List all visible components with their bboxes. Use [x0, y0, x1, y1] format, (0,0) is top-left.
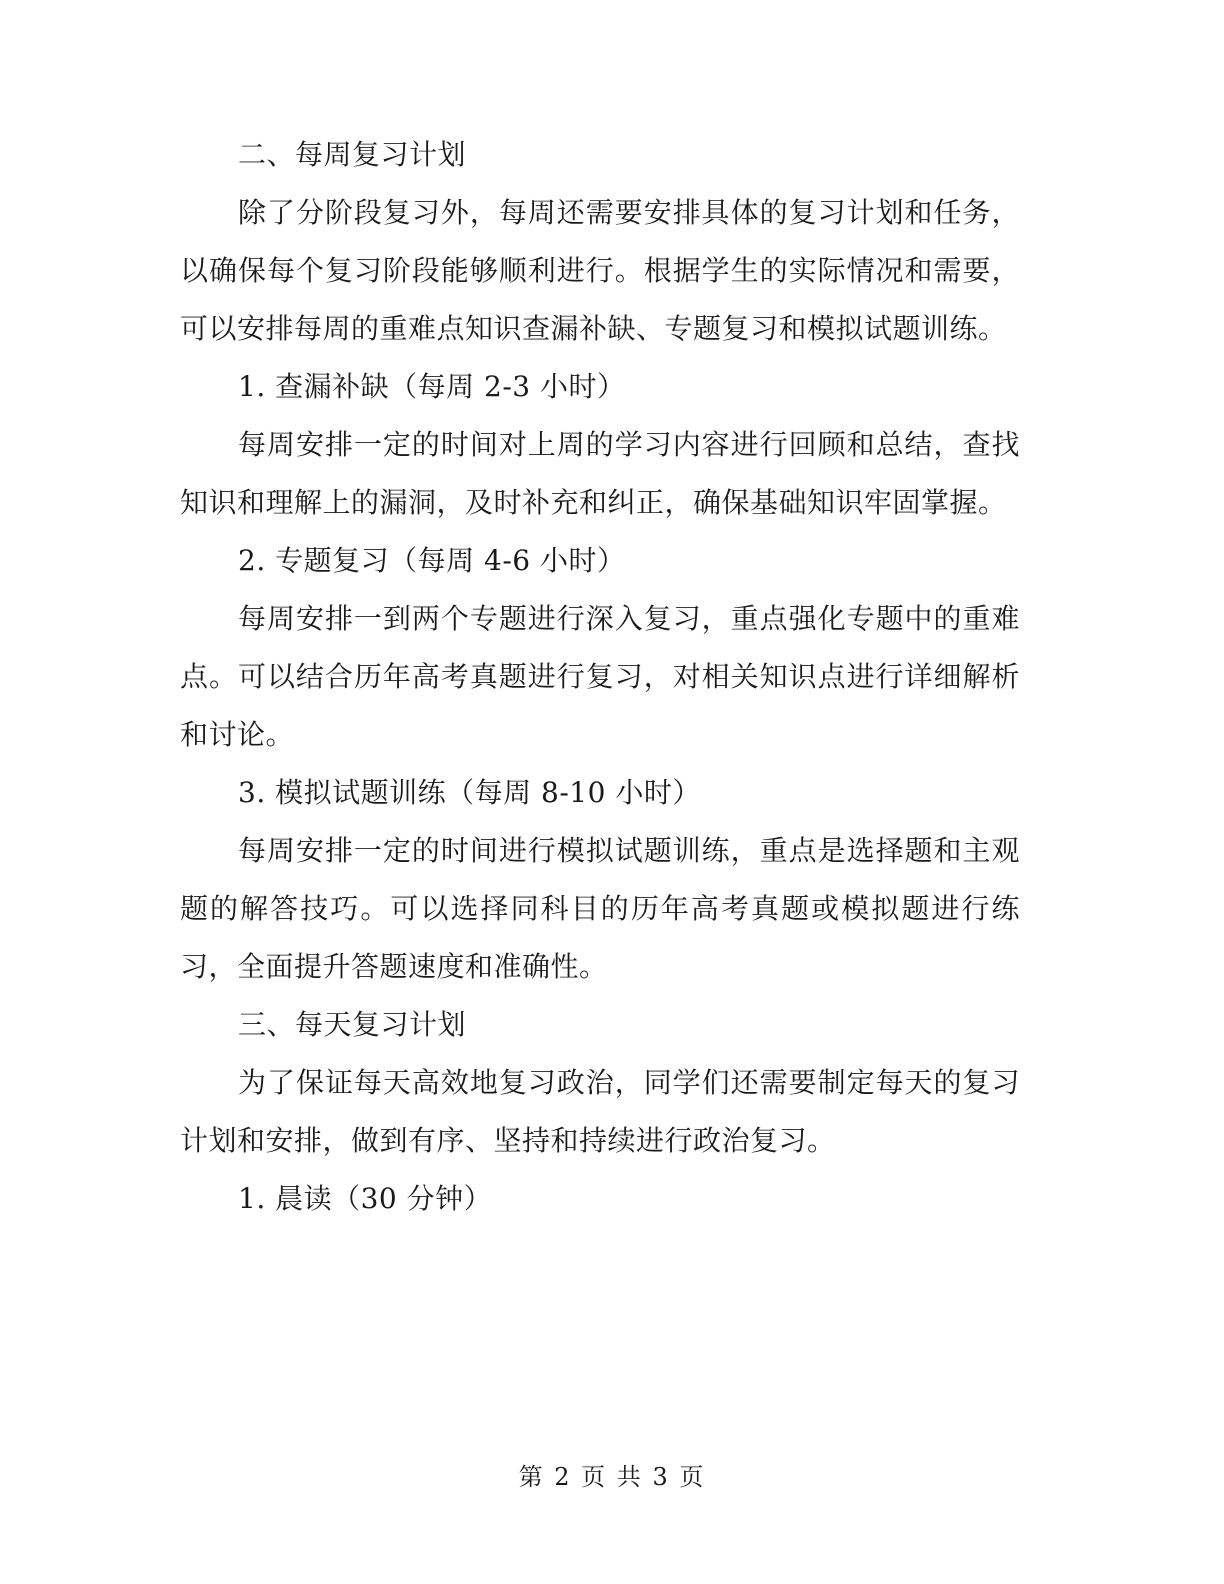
page-number-footer: 第 2 页 共 3 页: [518, 1463, 706, 1491]
item-heading-mock-training: 3. 模拟试题训练（每周 8-10 小时）: [238, 776, 701, 809]
paragraph-daily-intro: 为了保证每天高效地复习政治，同学们还需要制定每天的复习计划和安排，做到有序、坚持和持续进行政治复习。: [180, 1066, 1020, 1157]
item-heading-check-gaps: 1. 查漏补缺（每周 2-3 小时）: [238, 370, 626, 403]
section-heading-daily-plan: 三、每天复习计划: [238, 1008, 467, 1041]
paragraph-mock-training: 每周安排一定的时间进行模拟试题训练，重点是选择题和主观题的解答技巧。可以选择同科目的历年高考真题或模拟题进行练习，全面提升答题速度和准确性。: [180, 834, 1020, 983]
paragraph-topic-review: 每周安排一到两个专题进行深入复习，重点强化专题中的重难点。可以结合历年高考真题进行复习，对相关知识点进行详细解析和讨论。: [180, 602, 1020, 751]
paragraph-weekly-intro: 除了分阶段复习外，每周还需要安排具体的复习计划和任务，以确保每个复习阶段能够顺利进行。根据学生的实际情况和需要，可以安排每周的重难点知识查漏补缺、专题复习和模拟试题训练。: [180, 196, 1020, 345]
paragraph-check-gaps: 每周安排一定的时间对上周的学习内容进行回顾和总结，查找知识和理解上的漏洞，及时补充和纠正，确保基础知识牢固掌握。: [180, 428, 1020, 519]
document-body: [180, 126, 1020, 1228]
item-heading-topic-review: 2. 专题复习（每周 4-6 小时）: [238, 544, 626, 577]
item-heading-morning-reading: 1. 晨读（30 分钟）: [238, 1182, 493, 1215]
section-heading-weekly-plan: 二、每周复习计划: [238, 138, 467, 171]
